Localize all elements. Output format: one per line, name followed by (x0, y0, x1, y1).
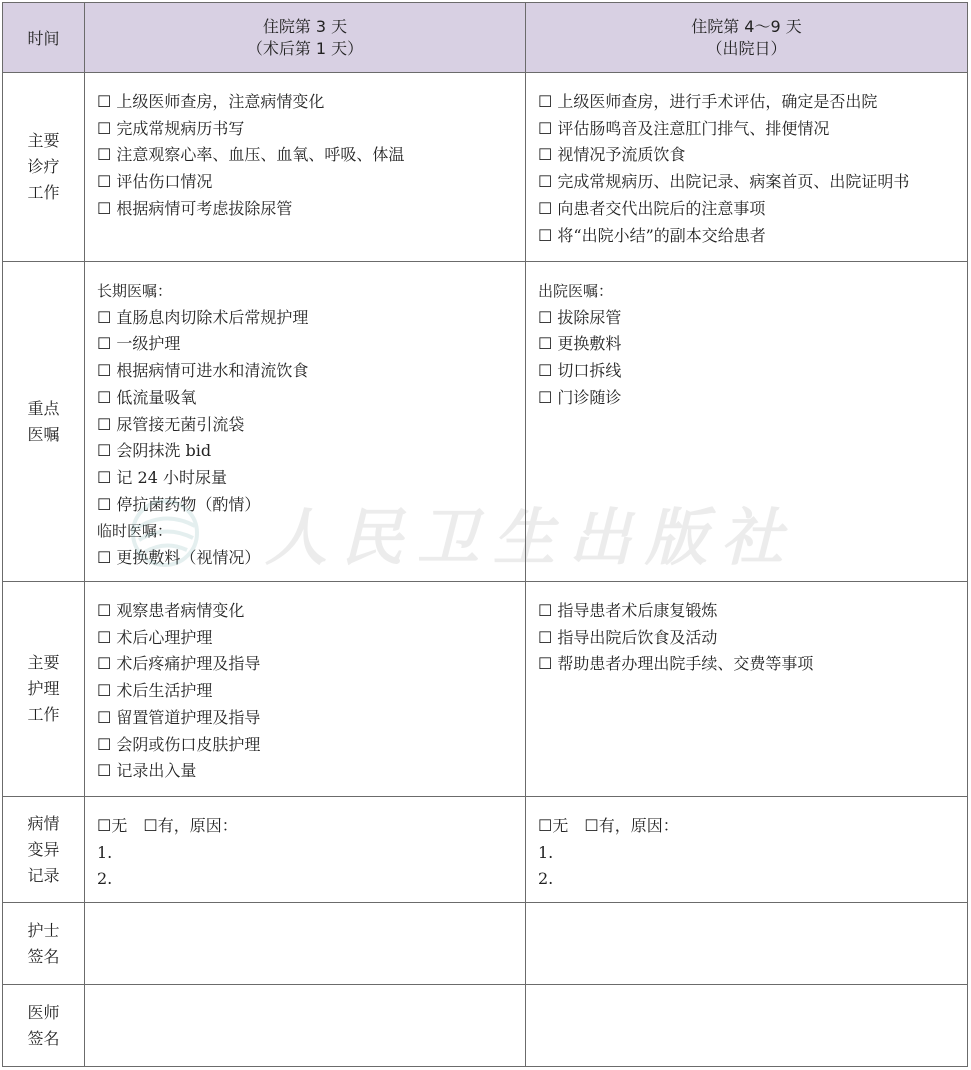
nurse-signature-day3-field[interactable] (85, 903, 526, 985)
nurse-signature-label (3, 903, 85, 985)
row-label-line: 医嘱 (27, 424, 60, 444)
variation-options[interactable]: ☐无 ☐有，原因： (538, 816, 679, 835)
row-label-line: 病情 (27, 813, 60, 833)
header-day3 (85, 3, 526, 73)
checklist-item[interactable]: ☐ 完成常规病历书写 (97, 118, 245, 138)
row-label-line: 医师 (27, 1002, 60, 1022)
checklist-item[interactable]: ☐ 向患者交代出院后的注意事项 (538, 198, 766, 218)
checklist-item[interactable]: ☐ 根据病情可进水和清流饮食 (97, 361, 309, 381)
checklist-item[interactable]: ☐ 将“出院小结”的副本交给患者 (538, 225, 766, 245)
checklist-item[interactable]: ☐ 拔除尿管 (538, 307, 622, 327)
checklist-item[interactable]: ☐ 指导患者术后康复锻炼 (538, 601, 718, 620)
variation-row (3, 797, 968, 903)
checklist-item[interactable]: ☐ 上级医师查房，进行手术评估，确定是否出院 (538, 92, 878, 111)
checklist-item[interactable]: ☐ 更换敷料（视情况） (97, 548, 261, 568)
checklist-item[interactable]: ☐ 评估肠鸣音及注意肛门排气、排便情况 (538, 118, 830, 138)
row-label-line: 记录 (27, 865, 60, 885)
checklist-item[interactable]: ☐ 完成常规病历、出院记录、病案首页、出院证明书 (538, 172, 910, 192)
checklist-item[interactable]: ☐ 留置管道护理及指导 (97, 707, 261, 727)
row-label-line: 签名 (27, 946, 60, 966)
diagnosis-row (3, 73, 968, 262)
nursing-day3-cell (85, 582, 526, 797)
checklist-item[interactable]: ☐ 记 24 小时尿量 (97, 467, 227, 487)
checklist-item[interactable]: ☐ 注意观察心率、血压、血氧、呼吸、体温 (97, 145, 405, 165)
nursing-row (3, 582, 968, 797)
row-label-line: 护理 (27, 679, 60, 698)
checklist-item[interactable]: ☐ 记录出入量 (97, 761, 197, 781)
checklist-item[interactable]: ☐ 会阴抹洗 bid (97, 441, 212, 461)
header-time: 时间 (3, 3, 85, 73)
row-label-line: 主要 (27, 131, 60, 150)
checklist-item[interactable]: ☐ 视情况予流质饮食 (538, 145, 686, 165)
checklist-item[interactable]: ☐ 门诊随诊 (538, 387, 622, 407)
diagnosis-day4-9-cell (526, 73, 968, 262)
variation-options[interactable]: ☐无 ☐有，原因： (97, 816, 238, 835)
checklist-item[interactable]: ☐ 根据病情可考虑拔除尿管 (97, 198, 293, 218)
checklist-item[interactable]: ☐ 低流量吸氧 (97, 387, 197, 407)
row-label-line: 诊疗 (27, 157, 60, 176)
variation-day3-cell (85, 797, 526, 903)
row-label-line: 工作 (27, 705, 60, 724)
header-day4-9-title: 住院第 4～9 天 (691, 16, 802, 36)
checklist-item[interactable]: ☐ 停抗菌药物（酌情） (97, 494, 261, 514)
row-label-line: 护士 (27, 920, 60, 940)
checklist-item[interactable]: ☐ 尿管接无菌引流袋 (97, 414, 245, 434)
long-term-orders-heading: 长期医嘱： (97, 282, 173, 300)
variation-day4-9-cell (526, 797, 968, 903)
variation-reason-2[interactable]: 2. (97, 869, 113, 889)
row-label-line: 签名 (27, 1028, 60, 1048)
checklist-item[interactable]: ☐ 术后生活护理 (97, 681, 213, 701)
nursing-day4-9-cell (526, 582, 968, 797)
header-day3-title: 住院第 3 天 (262, 16, 348, 36)
header-day4-9-subtitle: （出院日） (706, 38, 787, 58)
diagnosis-label (3, 73, 85, 262)
doctor-signature-day4-9-field[interactable] (526, 985, 968, 1067)
row-label-line: 变异 (27, 839, 60, 859)
discharge-orders-heading: 出院医嘱： (538, 282, 614, 300)
row-label-line: 工作 (27, 183, 60, 202)
checklist-item[interactable]: ☐ 会阴或伤口皮肤护理 (97, 734, 261, 754)
nursing-label (3, 582, 85, 797)
variation-label (3, 797, 85, 903)
checklist-item[interactable]: ☐ 帮助患者办理出院手续、交费等事项 (538, 654, 814, 674)
checklist-item[interactable]: ☐ 切口拆线 (538, 361, 622, 381)
orders-label (3, 262, 85, 582)
orders-day3-cell (85, 262, 526, 582)
variation-reason-1[interactable]: 1. (97, 842, 113, 862)
temporary-orders-heading: 临时医嘱： (97, 522, 173, 541)
checklist-item[interactable]: ☐ 观察患者病情变化 (97, 601, 245, 620)
nurse-signature-row (3, 903, 968, 985)
nurse-signature-day4-9-field[interactable] (526, 903, 968, 985)
header-day3-subtitle: （术后第 1 天） (246, 38, 364, 58)
variation-reason-2[interactable]: 2. (538, 869, 554, 889)
row-label-line: 主要 (27, 653, 60, 672)
checklist-item[interactable]: ☐ 术后疼痛护理及指导 (97, 654, 261, 674)
diagnosis-day3-cell (85, 73, 526, 262)
checklist-item[interactable]: ☐ 直肠息肉切除术后常规护理 (97, 307, 309, 327)
header-day4-9 (526, 3, 968, 73)
row-label-line: 重点 (27, 398, 60, 418)
checklist-item[interactable]: ☐ 评估伤口情况 (97, 172, 213, 192)
watermark-text: 人民卫生出版社 (265, 501, 798, 574)
header-row (3, 3, 968, 73)
checklist-item[interactable]: ☐ 上级医师查房，注意病情变化 (97, 92, 325, 111)
checklist-item[interactable]: ☐ 术后心理护理 (97, 627, 213, 647)
checklist-item[interactable]: ☐ 指导出院后饮食及活动 (538, 627, 718, 647)
doctor-signature-day3-field[interactable] (85, 985, 526, 1067)
variation-reason-1[interactable]: 1. (538, 842, 554, 862)
doctor-signature-label (3, 985, 85, 1067)
checklist-item[interactable]: ☐ 更换敷料 (538, 334, 622, 354)
doctor-signature-row (3, 985, 968, 1067)
checklist-item[interactable]: ☐ 一级护理 (97, 334, 181, 354)
orders-row (3, 262, 968, 582)
clinical-pathway-table (2, 2, 968, 1067)
orders-day4-9-cell (526, 262, 968, 582)
